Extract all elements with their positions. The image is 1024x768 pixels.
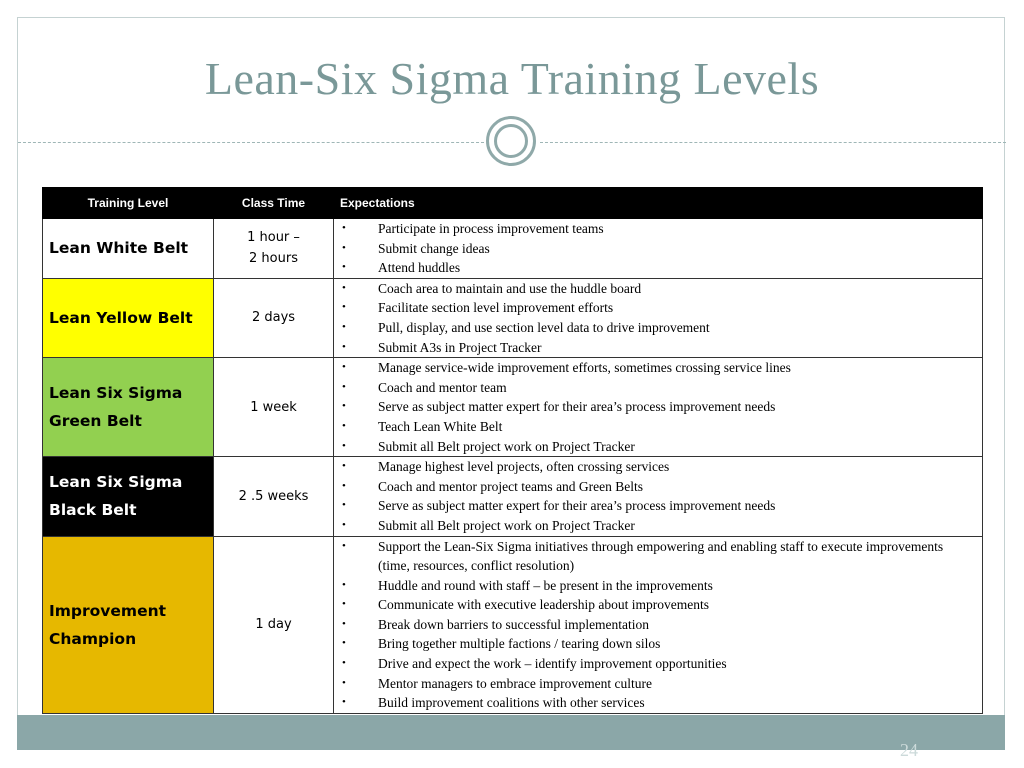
expectation-item: • Support the Lean-Six Sigma initiatives through empowering and enabling staff to execute improvements (time, resources, conflict resolution) (334, 537, 976, 576)
training-level-cell: Lean Yellow Belt (43, 278, 214, 357)
expectation-item: • Facilitate section level improvement efforts (334, 298, 976, 318)
training-level-cell: Lean Six Sigma Black Belt (43, 457, 214, 536)
expectations-cell (334, 536, 983, 713)
expectations-cell (334, 219, 983, 279)
expectation-item: • Coach area to maintain and use the huddle board (334, 279, 976, 299)
expectation-item: • Submit all Belt project work on Project Tracker (334, 437, 976, 457)
class-time-cell (214, 358, 334, 457)
expectation-item: • Submit all Belt project work on Project Tracker (334, 516, 976, 536)
header-class-time: Class Time (214, 188, 334, 219)
expectation-item: • Participate in process improvement teams (334, 219, 976, 239)
expectations-cell (334, 278, 983, 357)
table-row (43, 358, 983, 457)
slide-title: Lean-Six Sigma Training Levels (204, 53, 820, 104)
class-time-line: 2 days (251, 310, 296, 326)
class-time-cell (214, 219, 334, 279)
class-time-line: 1 week (250, 399, 297, 415)
expectations-list (334, 279, 976, 357)
expectation-item: • Bring together multiple factions / tearing down silos (334, 634, 976, 654)
title-divider-left (18, 142, 484, 143)
circle-ornament-icon (486, 116, 536, 166)
table-row (43, 219, 983, 279)
class-time-line: 1 hour – (247, 230, 300, 246)
expectation-item: • Pull, display, and use section level data to drive improvement (334, 318, 976, 338)
expectation-item: • Submit change ideas (334, 239, 976, 259)
table-row (43, 536, 983, 713)
training-level-cell: Lean Six Sigma Green Belt (43, 358, 214, 457)
table-header-row (43, 188, 983, 219)
expectations-list (334, 457, 976, 535)
expectation-item: • Teach Lean White Belt (334, 417, 976, 437)
expectation-item: • Coach and mentor team (334, 378, 976, 398)
expectation-item: • Serve as subject matter expert for their area’s process improvement needs (334, 496, 976, 516)
expectations-list (334, 537, 976, 713)
expectations-cell (334, 457, 983, 536)
expectations-cell (334, 358, 983, 457)
expectation-item: • Communicate with executive leadership about improvements (334, 595, 976, 615)
header-expectations: Expectations (334, 188, 983, 219)
table-row (43, 278, 983, 357)
page-number: 24 (900, 740, 918, 760)
expectation-item: • Attend huddles (334, 258, 976, 278)
class-time-line: 2 .5 weeks (238, 488, 309, 504)
table-row (43, 457, 983, 536)
training-level-cell: Lean White Belt (43, 219, 214, 279)
footer-bar (17, 715, 1005, 750)
expectation-item: • Serve as subject matter expert for their area’s process improvement needs (334, 397, 976, 417)
expectation-item: • Huddle and round with staff – be present in the improvements (334, 576, 976, 596)
class-time-cell (214, 457, 334, 536)
expectation-item: • Coach and mentor project teams and Green Belts (334, 477, 976, 497)
class-time-line: 2 hours (249, 251, 298, 267)
class-time-cell (214, 536, 334, 713)
expectations-list (334, 358, 976, 456)
title-divider-right (540, 142, 1006, 143)
expectation-item: • Submit A3s in Project Tracker (334, 338, 976, 358)
expectations-list (334, 219, 976, 278)
expectation-item: • Drive and expect the work – identify improvement opportunities (334, 654, 976, 674)
training-levels-table (42, 187, 983, 714)
expectation-item: • Build improvement coalitions with other services (334, 693, 976, 713)
expectation-item: • Mentor managers to embrace improvement culture (334, 674, 976, 694)
table-body (43, 219, 983, 714)
expectation-item: • Manage highest level projects, often crossing services (334, 457, 976, 477)
header-training-level: Training Level (43, 188, 214, 219)
expectation-item: • Manage service-wide improvement efforts, sometimes crossing service lines (334, 358, 976, 378)
training-level-cell: Improvement Champion (43, 536, 214, 713)
class-time-line: 1 day (255, 617, 292, 633)
class-time-cell (214, 278, 334, 357)
expectation-item: • Break down barriers to successful implementation (334, 615, 976, 635)
